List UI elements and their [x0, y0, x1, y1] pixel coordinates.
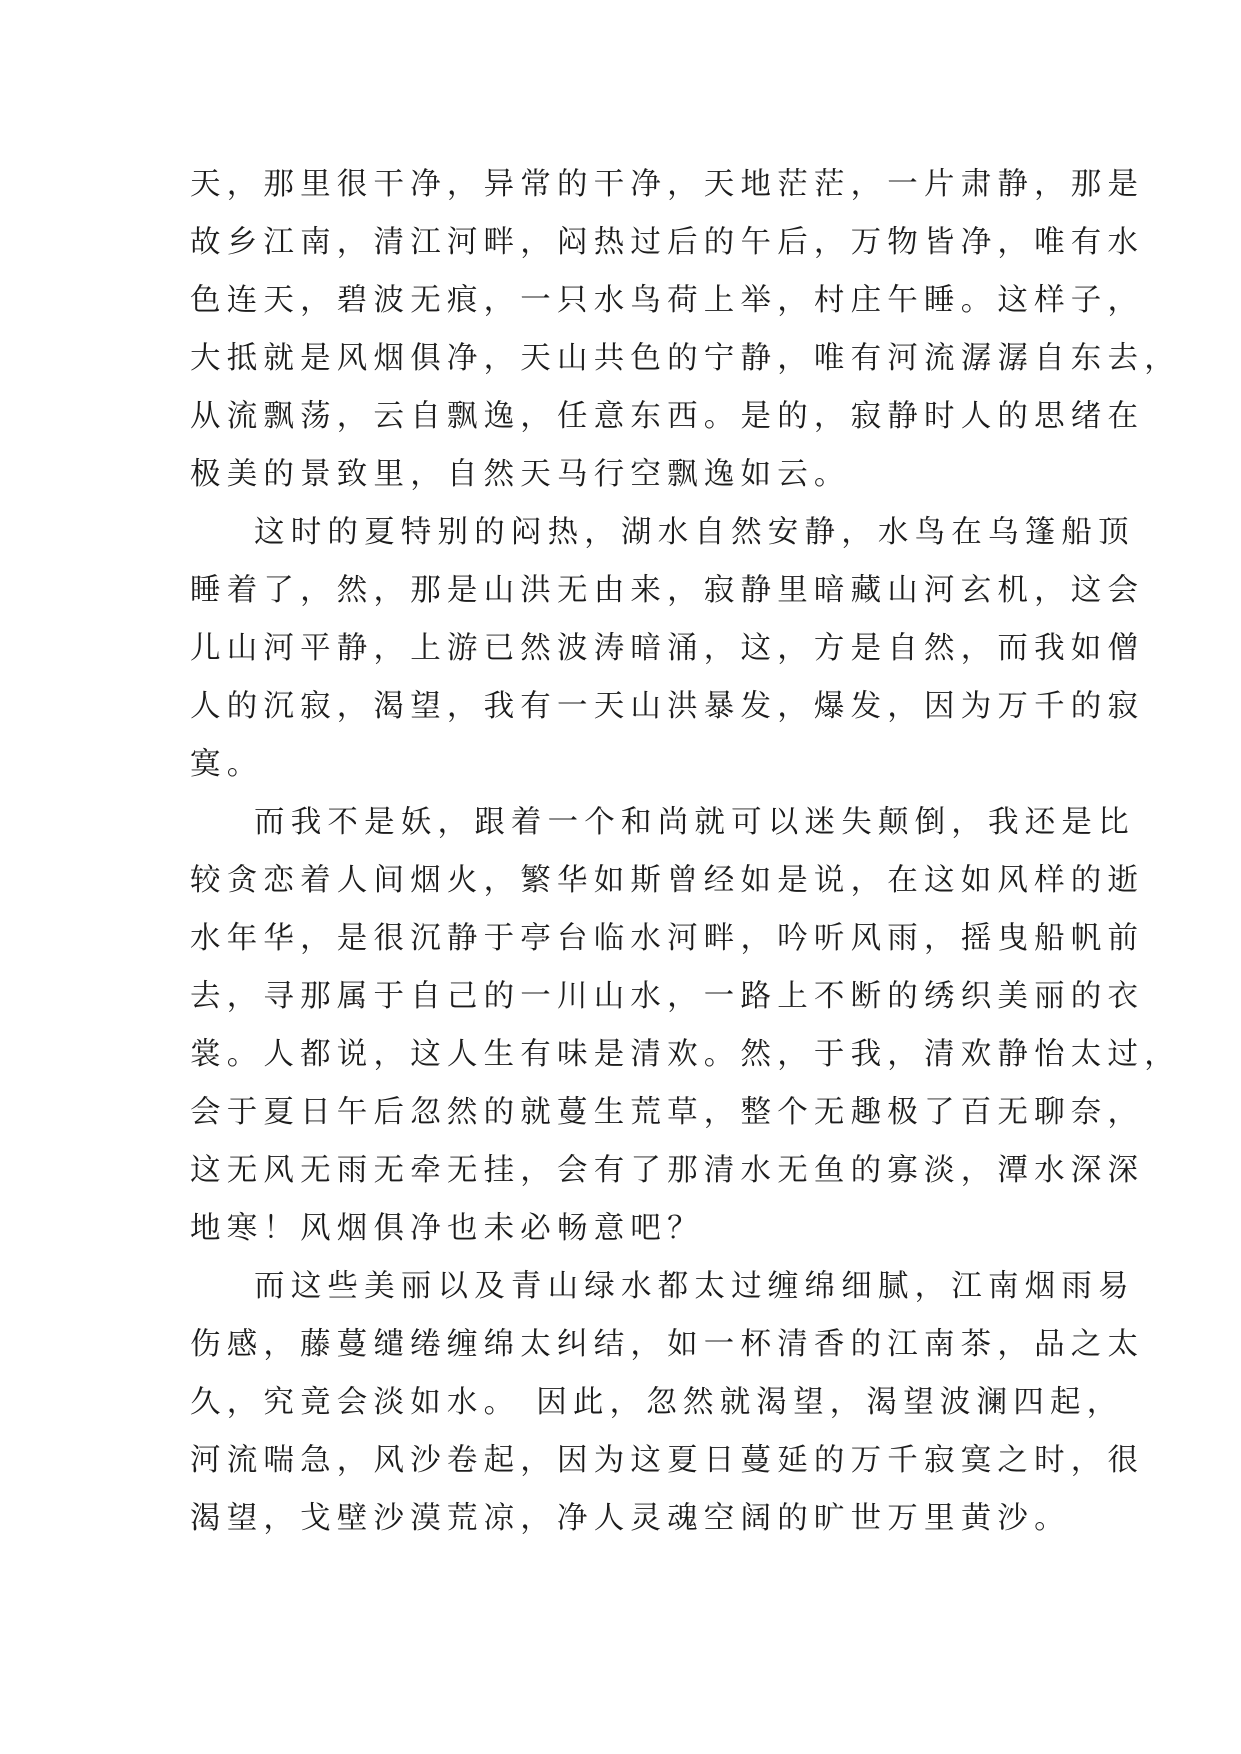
- paragraph-1: [190, 156, 1181, 504]
- text-line: 渴望，戈壁沙漠荒凉，净人灵魂空阔的旷世万里黄沙。: [190, 1501, 1071, 1536]
- text-line: 久，究竟会淡如水。 因此，忽然就渴望，渴望波澜四起，: [190, 1385, 1124, 1420]
- paragraph-2: [190, 504, 1145, 794]
- text-line: 色连天，碧波无痕，一只水鸟荷上举，村庄午睡。这样子，: [190, 283, 1145, 318]
- text-line: 大抵就是风烟俱净，天山共色的宁静，唯有河流潺潺自东去，: [190, 341, 1181, 376]
- text-line: 会于夏日午后忽然的就蔓生荒草，整个无趣极了百无聊奈，: [190, 1095, 1145, 1130]
- text-line: 这无风无雨无牵无挂，会有了那清水无鱼的寡淡，潭水深深: [190, 1153, 1145, 1188]
- text-line: 伤感，藤蔓缱绻缠绵太纠结，如一杯清香的江南茶，品之太: [190, 1327, 1145, 1362]
- text-line: 裳。人都说，这人生有味是清欢。然，于我，清欢静怡太过，: [190, 1037, 1181, 1072]
- text-line: 河流喘急，风沙卷起，因为这夏日蔓延的万千寂寞之时，很: [190, 1443, 1145, 1478]
- text-line: 故乡江南，清江河畔，闷热过后的午后，万物皆净，唯有水: [190, 225, 1145, 260]
- text-line: 水年华，是很沉静于亭台临水河畔，吟听风雨，摇曳船帆前: [190, 921, 1145, 956]
- document-body: [190, 156, 1181, 1548]
- paragraph-3: [190, 794, 1181, 1258]
- text-line: 儿山河平静，上游已然波涛暗涌，这，方是自然，而我如僧: [190, 631, 1145, 666]
- text-line: 地寒！风烟俱净也未必畅意吧？: [190, 1211, 704, 1246]
- text-line: 寞。: [190, 747, 264, 782]
- text-line: 极美的景致里，自然天马行空飘逸如云。: [190, 457, 851, 492]
- text-line: 而我不是妖，跟着一个和尚就可以迷失颠倒，我还是比: [254, 805, 1135, 840]
- text-line: 天，那里很干净，异常的干净，天地茫茫，一片肃静，那是: [190, 167, 1145, 202]
- paragraph-4: [190, 1258, 1145, 1548]
- text-line: 而这些美丽以及青山绿水都太过缠绵细腻，江南烟雨易: [254, 1269, 1135, 1304]
- text-line: 睡着了，然，那是山洪无由来，寂静里暗藏山河玄机，这会: [190, 573, 1145, 608]
- text-line: 人的沉寂，渴望，我有一天山洪暴发，爆发，因为万千的寂: [190, 689, 1145, 724]
- text-line: 较贪恋着人间烟火，繁华如斯曾经如是说，在这如风样的逝: [190, 863, 1145, 898]
- text-line: 从流飘荡，云自飘逸，任意东西。是的，寂静时人的思绪在: [190, 399, 1145, 434]
- text-line: 这时的夏特别的闷热，湖水自然安静，水鸟在乌篷船顶: [254, 515, 1135, 550]
- text-line: 去，寻那属于自己的一川山水，一路上不断的绣织美丽的衣: [190, 979, 1145, 1014]
